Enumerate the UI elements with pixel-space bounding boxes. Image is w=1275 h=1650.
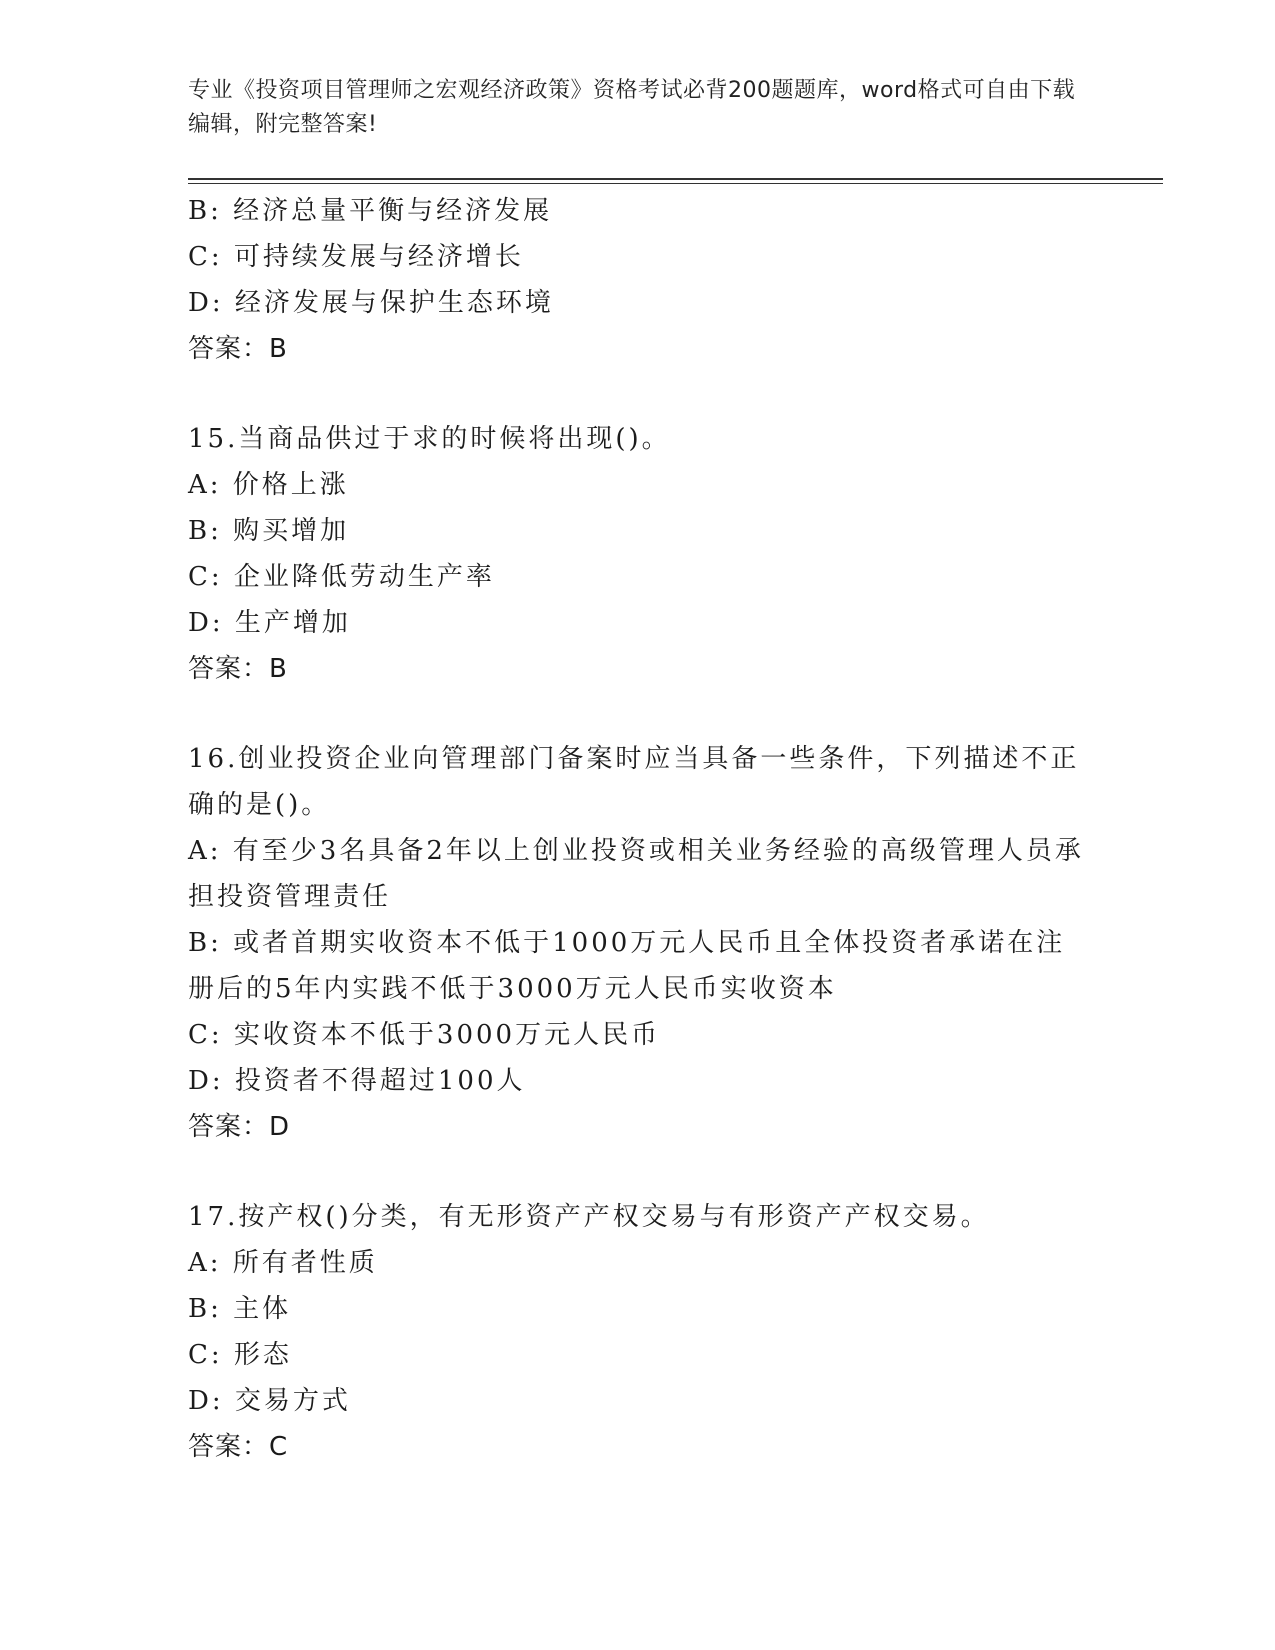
option-d: D: 经济发展与保护生态环境 xyxy=(188,288,554,318)
option-c: C: 形态 xyxy=(188,1340,292,1370)
option-d: D: 交易方式 xyxy=(188,1386,351,1416)
option-c: C: 企业降低劳动生产率 xyxy=(188,562,495,592)
option-b: B: 购买增加 xyxy=(188,516,350,546)
question-16 xyxy=(188,736,1088,1150)
question-list xyxy=(188,188,1088,1470)
answer: 答案：D xyxy=(188,1112,291,1142)
option-a: A: 所有者性质 xyxy=(188,1248,378,1278)
option-a: A: 价格上涨 xyxy=(188,470,349,500)
option-b: B: 主体 xyxy=(188,1294,292,1324)
option-b: B: 经济总量平衡与经济发展 xyxy=(188,196,553,226)
question-stem: 16.创业投资企业向管理部门备案时应当具备一些条件，下列描述不正确的是()。 xyxy=(188,744,1080,820)
question-15 xyxy=(188,416,1088,692)
option-b: B: 或者首期实收资本不低于1000万元人民币且全体投资者承诺在注册后的5年内实践不低于3000万元人民币实收资本 xyxy=(188,928,1066,1004)
header-rule-thick xyxy=(188,178,1163,180)
option-c: C: 实收资本不低于3000万元人民币 xyxy=(188,1020,661,1050)
answer: 答案：C xyxy=(188,1432,289,1462)
option-d: D: 投资者不得超过100人 xyxy=(188,1066,526,1096)
question-stem: 17.按产权()分类，有无形资产产权交易与有形资产产权交易。 xyxy=(188,1202,990,1232)
answer: 答案：B xyxy=(188,334,288,364)
document-header: 专业《投资项目管理师之宏观经济政策》资格考试必背200题题库，word格式可自由下载编辑，附完整答案! xyxy=(188,78,1076,137)
option-c: C: 可持续发展与经济增长 xyxy=(188,242,524,272)
header-rule-thin xyxy=(188,183,1163,184)
answer: 答案：B xyxy=(188,654,288,684)
question-17 xyxy=(188,1194,1088,1470)
question-stem: 15.当商品供过于求的时候将出现()。 xyxy=(188,424,671,454)
option-d: D: 生产增加 xyxy=(188,608,351,638)
option-a: A: 有至少3名具备2年以上创业投资或相关业务经验的高级管理人员承担投资管理责任 xyxy=(188,836,1084,912)
question-14 xyxy=(188,188,1088,372)
